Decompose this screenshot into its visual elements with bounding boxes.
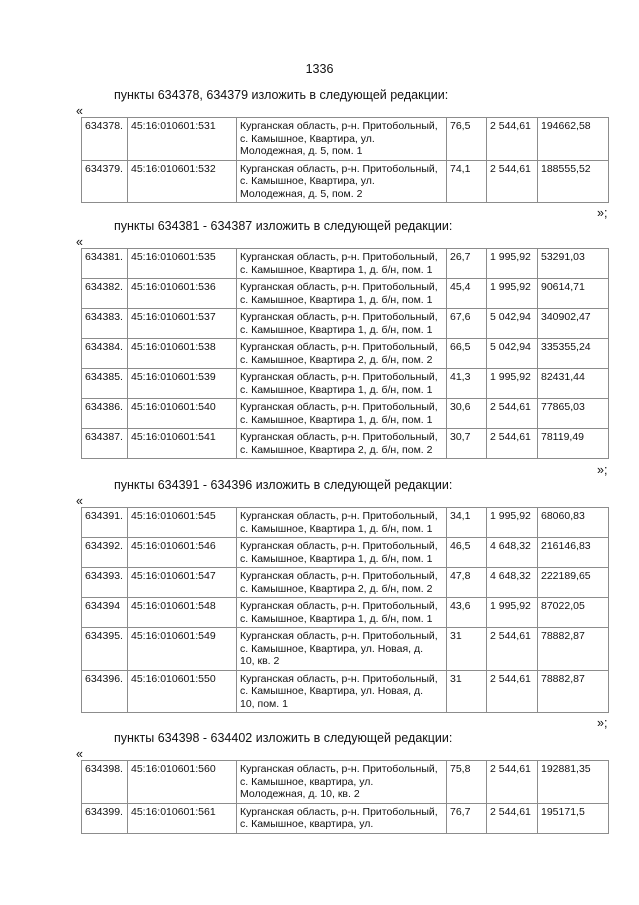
table-row [82,399,609,429]
cell-area: 43,6 [447,598,487,628]
address-line: с. Камышное, Квартира 1, д. б/н, пом. 1 [240,612,433,625]
cell-rate: 2 544,61 [487,670,538,713]
cell-address [237,761,447,804]
cell-num: 634386. [82,399,128,429]
cell-cadastral: 45:16:010601:532 [128,160,237,203]
cell-address [237,803,447,833]
table-row [82,249,609,279]
table-row [82,598,609,628]
table-row [82,429,609,459]
cell-area: 30,6 [447,399,487,429]
cell-area: 76,5 [447,118,487,161]
table-row [82,568,609,598]
address-line: с. Камышное, Квартира 1, д. б/н, пом. 1 [240,293,433,306]
address-line: с. Камышное, Квартира, ул. Новая, д. [240,685,424,697]
open-quote: « [76,747,83,761]
cell-rate: 1 995,92 [487,508,538,538]
address-line: с. Камышное, Квартира 1, д. б/н, пом. 1 [240,552,433,565]
cell-area: 46,5 [447,538,487,568]
cell-address [237,598,447,628]
cell-address [237,670,447,713]
address-line: с. Камышное, квартира, ул. [240,818,374,830]
cell-value: 194662,58 [538,118,609,161]
cell-address [237,369,447,399]
close-quote: »; [597,206,608,220]
cell-area: 34,1 [447,508,487,538]
address-line: Курганская область, р-н. Притобольный, [240,672,438,685]
table-row [82,803,609,833]
cell-num: 634394 [82,598,128,628]
close-quote: »; [597,463,608,477]
cell-cadastral: 45:16:010601:546 [128,538,237,568]
table-row [82,279,609,309]
cell-value: 90614,71 [538,279,609,309]
table-row [82,160,609,203]
cell-rate: 2 544,61 [487,399,538,429]
cell-value: 87022,05 [538,598,609,628]
address-line: Курганская область, р-н. Притобольный, [240,763,438,775]
cell-address [237,538,447,568]
address-line: Курганская область, р-н. Притобольный, [240,311,438,323]
cell-address [237,568,447,598]
address-line: Молодежная, д. 5, пом. 1 [240,145,363,157]
register-table [81,760,609,834]
register-table [81,117,609,203]
cell-cadastral: 45:16:010601:531 [128,118,237,161]
close-quote: »; [597,716,608,730]
cell-address [237,628,447,671]
cell-value: 216146,83 [538,538,609,568]
cell-num: 634379. [82,160,128,203]
address-line: с. Камышное, Квартира 1, д. б/н, пом. 1 [240,383,433,396]
address-line: Курганская область, р-н. Притобольный, [240,281,438,293]
cell-area: 47,8 [447,568,487,598]
address-line: 10, кв. 2 [240,655,280,667]
cell-address [237,508,447,538]
address-line: Курганская область, р-н. Притобольный, [240,341,438,353]
cell-rate: 2 544,61 [487,429,538,459]
cell-num: 634384. [82,339,128,369]
cell-area: 76,7 [447,803,487,833]
cell-cadastral: 45:16:010601:550 [128,670,237,713]
cell-area: 31 [447,670,487,713]
cell-rate: 1 995,92 [487,249,538,279]
cell-address [237,118,447,161]
open-quote: « [76,494,83,508]
address-line: с. Камышное, Квартира 1, д. б/н, пом. 1 [240,323,433,336]
cell-value: 78119,49 [538,429,609,459]
section-heading: пункты 634378, 634379 изложить в следующей редакции: [114,88,449,102]
cell-cadastral: 45:16:010601:536 [128,279,237,309]
cell-rate: 5 042,94 [487,339,538,369]
address-line: Курганская область, р-н. Притобольный, [240,431,438,443]
address-line: Курганская область, р-н. Притобольный, [240,805,438,818]
cell-num: 634381. [82,249,128,279]
cell-area: 75,8 [447,761,487,804]
cell-area: 30,7 [447,429,487,459]
cell-area: 31 [447,628,487,671]
address-line: с. Камышное, Квартира 2, д. б/н, пом. 2 [240,353,433,366]
cell-num: 634383. [82,309,128,339]
cell-cadastral: 45:16:010601:537 [128,309,237,339]
cell-cadastral: 45:16:010601:561 [128,803,237,833]
cell-cadastral: 45:16:010601:545 [128,508,237,538]
cell-num: 634395. [82,628,128,671]
cell-cadastral: 45:16:010601:538 [128,339,237,369]
table-row [82,369,609,399]
cell-value: 340902,47 [538,309,609,339]
address-line: Курганская область, р-н. Притобольный, [240,570,438,582]
cell-value: 78882,87 [538,670,609,713]
cell-area: 67,6 [447,309,487,339]
cell-value: 195171,5 [538,803,609,833]
address-line: Курганская область, р-н. Притобольный, [240,510,438,522]
cell-rate: 2 544,61 [487,628,538,671]
cell-cadastral: 45:16:010601:548 [128,598,237,628]
cell-address [237,339,447,369]
cell-rate: 2 544,61 [487,118,538,161]
cell-rate: 4 648,32 [487,568,538,598]
address-line: Курганская область, р-н. Притобольный, [240,630,438,642]
address-line: с. Камышное, Квартира, ул. Новая, д. [240,642,424,655]
address-line: 10, пом. 1 [240,697,288,710]
cell-value: 222189,65 [538,568,609,598]
table-row [82,670,609,713]
address-line: с. Камышное, квартира, ул. [240,775,374,788]
cell-value: 77865,03 [538,399,609,429]
address-line: Курганская область, р-н. Притобольный, [240,401,438,413]
cell-cadastral: 45:16:010601:560 [128,761,237,804]
cell-num: 634392. [82,538,128,568]
address-line: Курганская область, р-н. Притобольный, [240,251,438,263]
cell-rate: 2 544,61 [487,160,538,203]
table-row [82,118,609,161]
address-line: с. Камышное, Квартира 2, д. б/н, пом. 2 [240,443,433,456]
cell-num: 634391. [82,508,128,538]
cell-value: 68060,83 [538,508,609,538]
cell-num: 634378. [82,118,128,161]
cell-cadastral: 45:16:010601:541 [128,429,237,459]
cell-area: 66,5 [447,339,487,369]
cell-address [237,399,447,429]
address-line: с. Камышное, Квартира 1, д. б/н, пом. 1 [240,522,433,535]
cell-area: 74,1 [447,160,487,203]
register-table [81,507,609,713]
address-line: Курганская область, р-н. Притобольный, [240,120,438,132]
cell-address [237,279,447,309]
register-table [81,248,609,459]
cell-rate: 1 995,92 [487,369,538,399]
address-line: Курганская область, р-н. Притобольный, [240,600,438,612]
cell-rate: 1 995,92 [487,279,538,309]
cell-num: 634385. [82,369,128,399]
cell-value: 188555,52 [538,160,609,203]
cell-rate: 2 544,61 [487,803,538,833]
address-line: Курганская область, р-н. Притобольный, [240,162,438,175]
cell-address [237,249,447,279]
cell-cadastral: 45:16:010601:535 [128,249,237,279]
cell-num: 634387. [82,429,128,459]
open-quote: « [76,104,83,118]
cell-address [237,160,447,203]
cell-cadastral: 45:16:010601:539 [128,369,237,399]
open-quote: « [76,235,83,249]
address-line: с. Камышное, Квартира, ул. [240,175,375,187]
cell-area: 26,7 [447,249,487,279]
cell-address [237,429,447,459]
table-row [82,339,609,369]
address-line: Курганская область, р-н. Притобольный, [240,371,438,383]
address-line: Молодежная, д. 5, пом. 2 [240,187,363,200]
cell-cadastral: 45:16:010601:549 [128,628,237,671]
address-line: Курганская область, р-н. Притобольный, [240,540,438,552]
cell-address [237,309,447,339]
section-heading: пункты 634391 - 634396 изложить в следующей редакции: [114,478,453,492]
cell-rate: 4 648,32 [487,538,538,568]
cell-rate: 5 042,94 [487,309,538,339]
cell-value: 53291,03 [538,249,609,279]
cell-cadastral: 45:16:010601:540 [128,399,237,429]
cell-value: 335355,24 [538,339,609,369]
address-line: с. Камышное, Квартира 1, д. б/н, пом. 1 [240,413,433,426]
cell-cadastral: 45:16:010601:547 [128,568,237,598]
cell-value: 192881,35 [538,761,609,804]
address-line: с. Камышное, Квартира, ул. [240,132,375,145]
cell-value: 82431,44 [538,369,609,399]
cell-num: 634393. [82,568,128,598]
cell-area: 45,4 [447,279,487,309]
cell-rate: 1 995,92 [487,598,538,628]
table-row [82,628,609,671]
cell-num: 634382. [82,279,128,309]
address-line: с. Камышное, Квартира 2, д. б/н, пом. 2 [240,582,433,595]
cell-area: 41,3 [447,369,487,399]
table-row [82,309,609,339]
cell-num: 634398. [82,761,128,804]
table-row [82,508,609,538]
cell-num: 634396. [82,670,128,713]
section-heading: пункты 634381 - 634387 изложить в следующей редакции: [114,219,453,233]
page-number: 1336 [305,62,334,76]
cell-num: 634399. [82,803,128,833]
table-row [82,761,609,804]
section-heading: пункты 634398 - 634402 изложить в следующей редакции: [114,731,453,745]
address-line: Молодежная, д. 10, кв. 2 [240,788,360,800]
cell-value: 78882,87 [538,628,609,671]
address-line: с. Камышное, Квартира 1, д. б/н, пом. 1 [240,263,433,276]
table-row [82,538,609,568]
cell-rate: 2 544,61 [487,761,538,804]
